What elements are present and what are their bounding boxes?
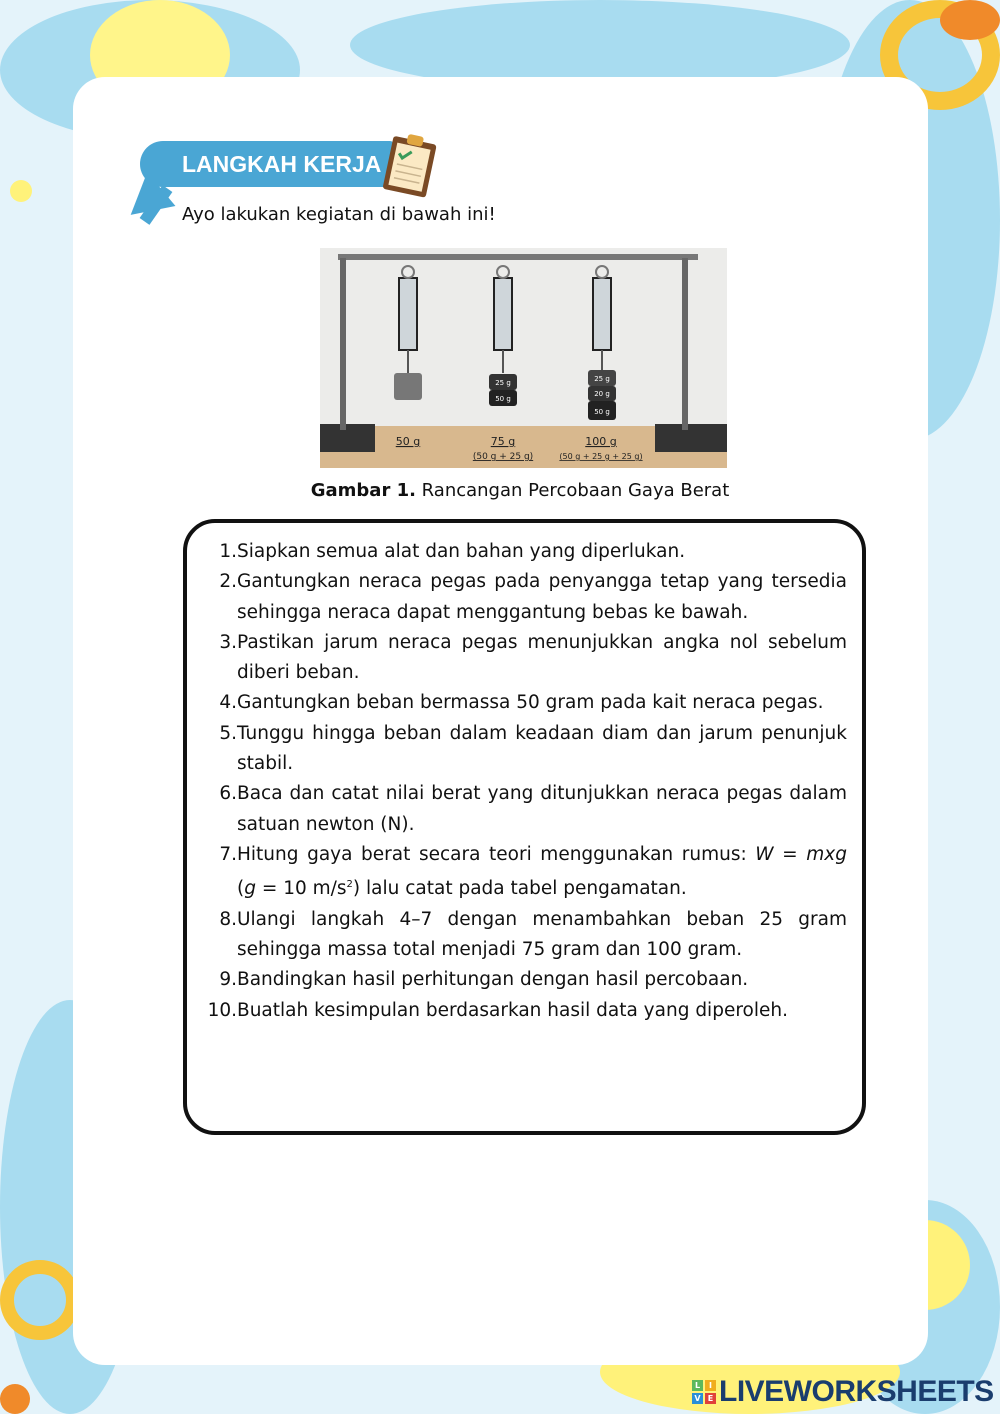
- section-title: LANGKAH KERJA: [182, 151, 382, 177]
- list-item: [205, 567, 847, 628]
- spring-scale: [394, 266, 422, 400]
- step-number: 3.: [219, 631, 237, 653]
- caption-label: Gambar 1.: [310, 480, 416, 501]
- experiment-photo: [320, 248, 727, 468]
- step-text: Siapkan semua alat dan bahan yang diperlukan.: [237, 541, 686, 562]
- decor-blob: [0, 1384, 30, 1414]
- list-item: [205, 719, 847, 780]
- step-text: Buatlah kesimpulan berdasarkan hasil data yang diperoleh.: [237, 999, 788, 1021]
- step-text: Gantungkan neraca pegas pada penyangga tetap yang tersedia sehingga neraca dapat menggantung bebas ke bawah.: [237, 571, 847, 623]
- step-text: Hitung gaya berat secara teori menggunakan rumus: W = mxg (g = 10 $m/s^2$) lalu catat pada tabel pengamatan.: [237, 843, 847, 900]
- step-text: Gantungkan beban bermassa 50 gram pada kait neraca pegas.: [237, 692, 824, 714]
- decor-blob: [0, 1260, 80, 1340]
- step-number: 10.: [207, 999, 237, 1021]
- list-item: [205, 840, 847, 905]
- step-number: 9.: [219, 969, 237, 991]
- weight-label: 20 g: [594, 390, 610, 398]
- step-number: 1.: [219, 541, 237, 562]
- figure-caption: [0, 480, 1000, 501]
- weight-label: 25 g: [594, 375, 610, 383]
- mass-label: (50 g + 25 g + 25 g): [559, 452, 643, 461]
- list-item: [205, 905, 847, 966]
- step-text: Ulangi langkah 4–7 dengan menambahkan beban 25 gram sehingga massa total menjadi 75 gram dan 100 gram.: [237, 908, 847, 961]
- weight-label: 25 g: [495, 379, 511, 387]
- weight-label: 50 g: [495, 395, 511, 403]
- liveworksheets-logo[interactable]: [692, 1375, 994, 1409]
- mass-label: 100 g: [585, 435, 617, 448]
- mass-label: 75 g: [490, 435, 516, 448]
- decor-blob: [940, 0, 1000, 40]
- list-item: [205, 779, 847, 840]
- step-text: Bandingkan hasil perhitungan dengan hasil percobaan.: [237, 969, 749, 991]
- steps-list: [205, 537, 847, 1026]
- clipboard-icon: [382, 132, 440, 198]
- step-number: 8.: [219, 908, 237, 930]
- brand-name: LIVEWORKSHEETS: [719, 1375, 994, 1408]
- step-number: 7.: [219, 843, 237, 865]
- decor-blob: [10, 180, 32, 202]
- step-number: 5.: [219, 722, 237, 744]
- mass-label: (50 g + 25 g): [472, 452, 534, 462]
- step-text: Pastikan jarum neraca pegas menunjukkan angka nol sebelum diberi beban.: [237, 631, 847, 684]
- caption-text: Rancangan Percobaan Gaya Berat: [415, 480, 730, 501]
- step-number: 4.: [219, 692, 237, 714]
- list-item: [205, 965, 847, 995]
- logo-badge: L I V E: [692, 1380, 716, 1404]
- list-item: [205, 996, 847, 1026]
- list-item: [205, 688, 847, 718]
- weight-label: 50 g: [594, 408, 610, 416]
- step-text: Tunggu hingga beban dalam keadaan diam dan jarum penunjuk stabil.: [237, 722, 847, 775]
- step-text: Baca dan catat nilai berat yang ditunjukkan neraca pegas dalam satuan newton (N).: [237, 783, 847, 835]
- step-number: 2.: [219, 571, 237, 593]
- list-item: [205, 537, 847, 567]
- intro-text: Ayo lakukan kegiatan di bawah ini!: [182, 204, 496, 225]
- step-number: 6.: [219, 783, 237, 805]
- mass-label: 50 g: [395, 435, 421, 448]
- list-item: [205, 628, 847, 689]
